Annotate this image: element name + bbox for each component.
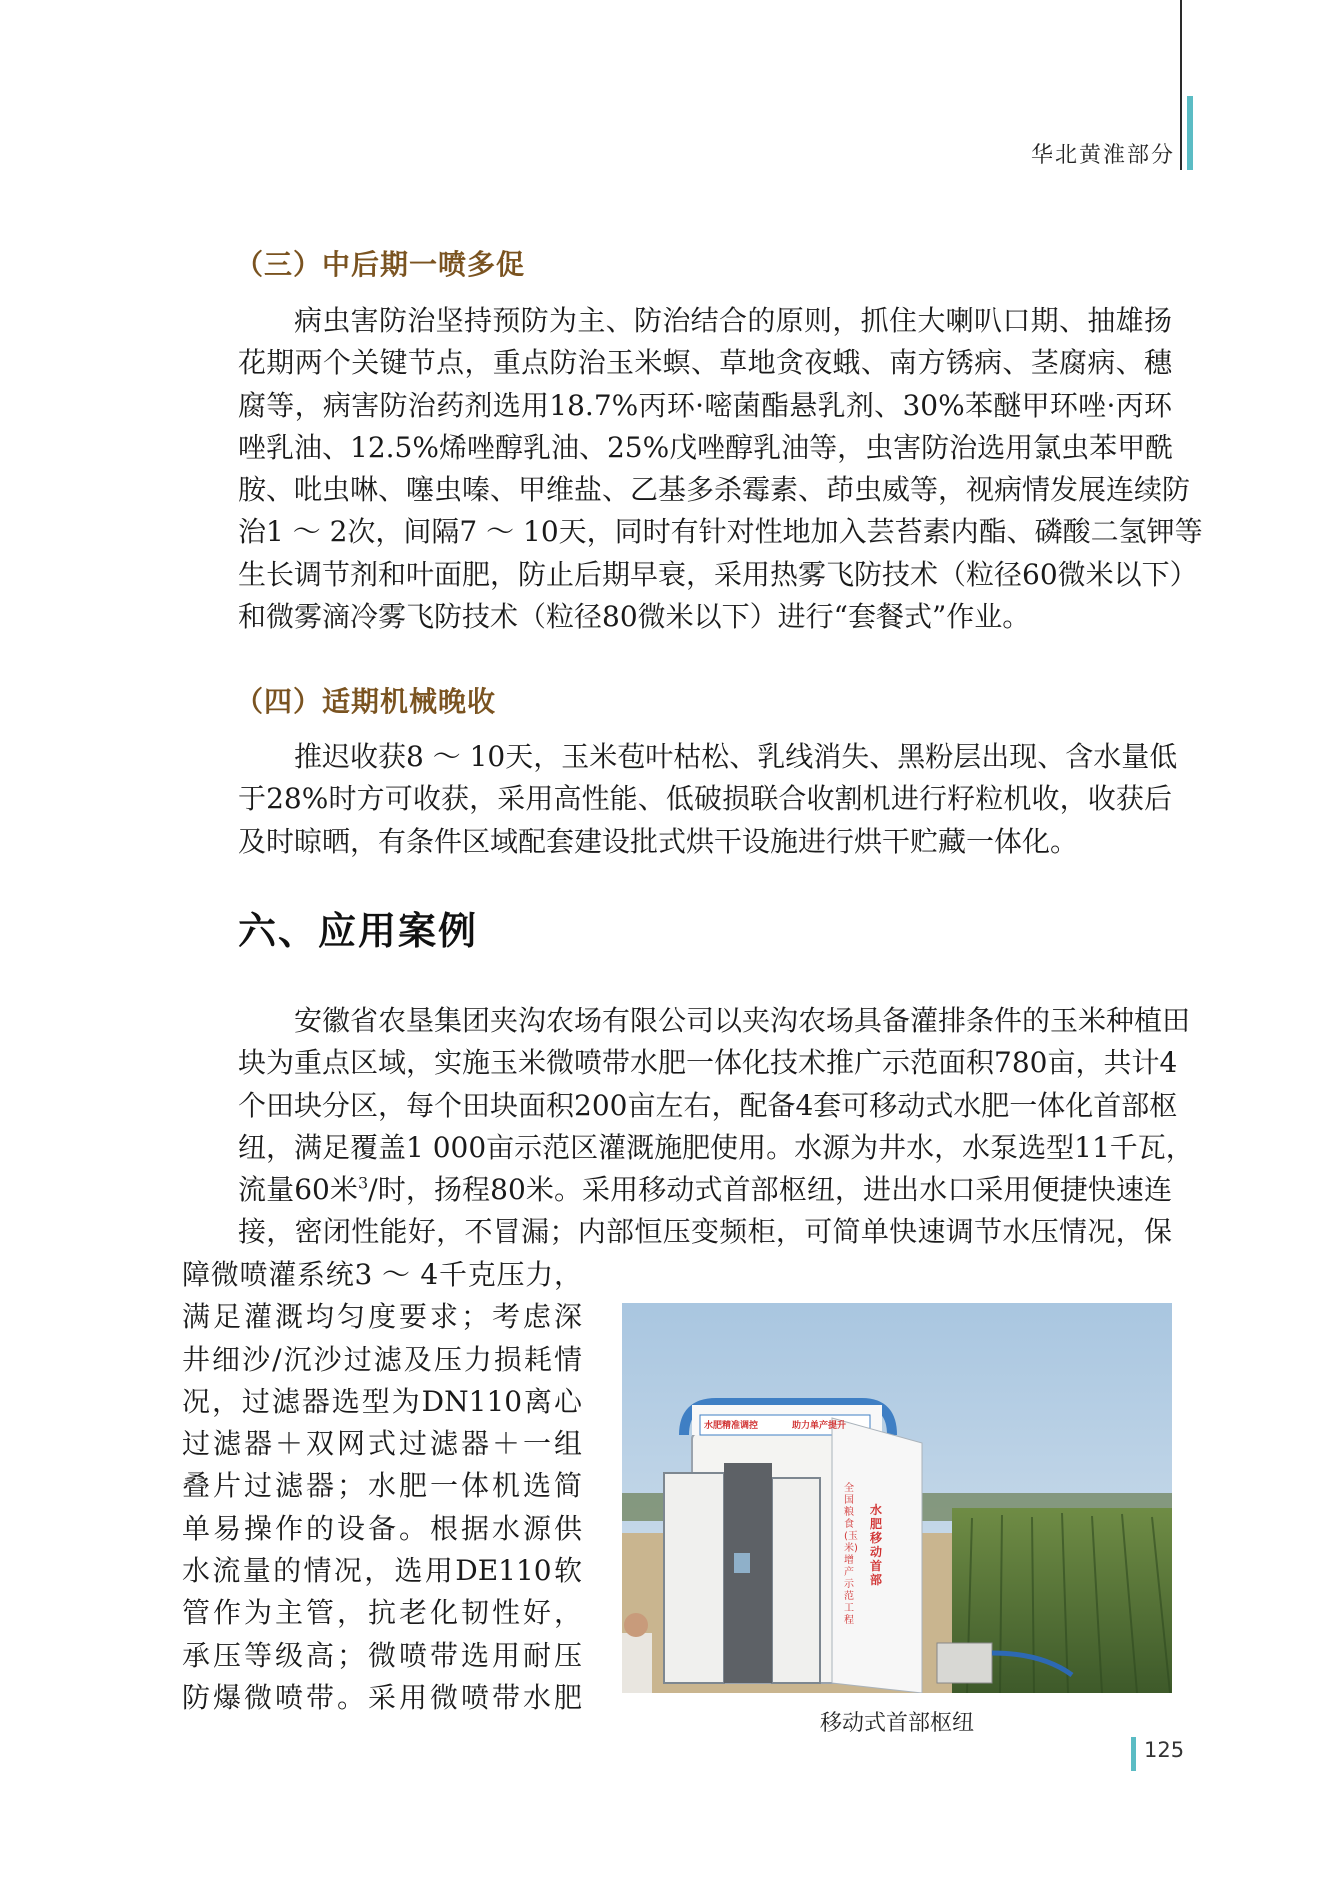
heading-section-6: 六、应用案例 (238, 909, 479, 953)
text-line: 于28%时方可收获，采用高性能、低破损联合收割机进行籽粒机收，收获后 (238, 782, 1172, 816)
text-line: 治1 ～ 2次，间隔7 ～ 10天，同时有针对性地加入芸苔素内酯、磷酸二氢钾等 (238, 515, 1203, 549)
photo-sign-left: 水肥精准调控 (704, 1421, 759, 1431)
photo-sign-right: 助力单产提升 (792, 1421, 847, 1431)
text-line: 况，过滤器选型为DN110离心 (182, 1384, 582, 1418)
text-line: 纽，满足覆盖1 000亩示范区灌溉施肥使用。水源为井水，水泵选型11千瓦， (238, 1130, 1194, 1164)
photo-illustration (622, 1303, 1172, 1693)
superscript: 3 (358, 1173, 369, 1193)
paragraph-column-wrap (182, 1254, 582, 1719)
text-line: 接，密闭性能好，不冒漏；内部恒压变频柜，可简单快速调节水压情况，保 (238, 1215, 1172, 1249)
text-line: 生长调节剂和叶面肥，防止后期早衰，采用热雾飞防技术（粒径60微米以下） (238, 557, 1198, 591)
text-line: 及时晾晒，有条件区域配套建设批式烘干设施进行烘干贮藏一体化。 (238, 824, 1079, 858)
photo-banner-small: 全国粮食(玉米)增产示范工程 (844, 1483, 858, 1626)
flow-text-post: /时，扬程80米。采用移动式首部枢纽，进出水口采用便捷快速连 (368, 1173, 1172, 1207)
text-line: 承压等级高；微喷带选用耐压 (182, 1638, 582, 1672)
paragraph-section-6 (182, 1000, 1194, 1254)
heading-section-4: （四）适期机械晚收 (235, 685, 497, 718)
text-line-flow (182, 1169, 1172, 1211)
text-line: 唑乳油、12.5%烯唑醇乳油、25%戊唑醇乳油等，虫害防治选用氯虫苯甲酰 (238, 430, 1174, 464)
text-line: 和微雾滴冷雾飞防技术（粒径80微米以下）进行“套餐式”作业。 (238, 600, 1031, 634)
photo-mobile-head-unit (622, 1303, 1172, 1693)
text-line: 防爆微喷带。采用微喷带水肥 (182, 1680, 582, 1714)
flow-text-pre: 流量60米 (238, 1173, 359, 1207)
text-line: 管作为主管，抗老化韧性好， (182, 1596, 582, 1630)
paragraph-section-4 (182, 736, 1178, 863)
page-number-accent (1131, 1737, 1136, 1771)
text-line: 推迟收获8 ～ 10天，玉米苞叶枯松、乳线消失、黑粉层出现、含水量低 (294, 740, 1178, 773)
text-line: 腐等，病害防治药剂选用18.7%丙环·嘧菌酯悬乳剂、30%苯醚甲环唑·丙环 (238, 388, 1172, 422)
page-number: 125 (1144, 1738, 1185, 1762)
text-line: 安徽省农垦集团夹沟农场有限公司以夹沟农场具备灌排条件的玉米种植田 (294, 1004, 1191, 1037)
header-rule (1180, 0, 1182, 170)
text-line: 胺、吡虫啉、噻虫嗪、甲维盐、乙基多杀霉素、茚虫威等，视病情发展连续防 (238, 473, 1191, 507)
text-line: 井细沙/沉沙过滤及压力损耗情 (182, 1342, 582, 1376)
header-accent-bar (1187, 96, 1193, 170)
text-line: 水流量的情况，选用DE110软 (182, 1554, 582, 1588)
text-line: 障微喷灌系统3 ～ 4千克压力， (182, 1258, 582, 1291)
heading-section-3: （三）中后期一喷多促 (235, 248, 526, 281)
text-line: 单易操作的设备。根据水源供 (182, 1511, 582, 1545)
text-line: 病虫害防治坚持预防为主、防治结合的原则，抓住大喇叭口期、抽雄扬 (294, 304, 1172, 337)
text-line: 块为重点区域，实施玉米微喷带水肥一体化技术推广示范面积780亩，共计4 (238, 1046, 1178, 1080)
text-line: 花期两个关键节点，重点防治玉米螟、草地贪夜蛾、南方锈病、茎腐病、穗 (238, 346, 1172, 380)
text-line: 过滤器＋双网式过滤器＋一组 (182, 1427, 582, 1461)
photo-caption: 移动式首部枢纽 (819, 1711, 974, 1736)
paragraph-section-3 (182, 300, 1203, 638)
photo-banner-side: 水肥移动首部 (870, 1503, 883, 1587)
text-line: 个田块分区，每个田块面积200亩左右，配备4套可移动式水肥一体化首部枢 (238, 1088, 1178, 1122)
text-line: 满足灌溉均匀度要求；考虑深 (182, 1300, 582, 1334)
running-header: 华北黄淮部分 (1030, 143, 1175, 168)
text-line: 叠片过滤器；水肥一体机选简 (182, 1469, 582, 1503)
